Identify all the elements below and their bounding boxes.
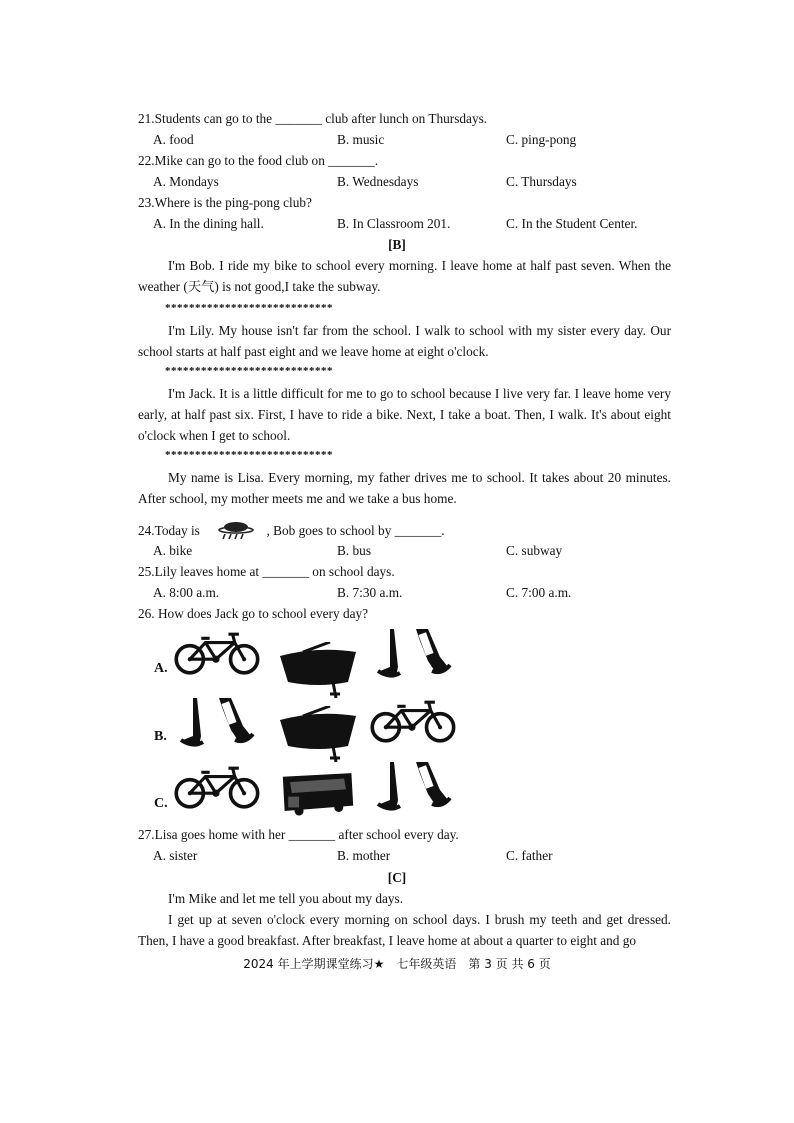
q21-option-c: C. ping-pong — [506, 132, 577, 147]
q22-option-c: C. Thursdays — [506, 174, 577, 189]
q24-option-c: C. subway — [506, 543, 563, 558]
divider-stars: **************************** — [165, 302, 333, 314]
q23-option-c: C. In the Student Center. — [506, 216, 638, 231]
question-21: 21.Students can go to the _______ club after lunch on Thursdays. — [138, 111, 488, 126]
bike-icon — [174, 630, 262, 678]
page-footer: 2024 年上学期课堂练习★ 七年级英语 第 3 页 共 6 页 — [243, 957, 551, 971]
q23-option-b: B. In Classroom 201. — [337, 216, 451, 231]
divider-stars: **************************** — [165, 449, 333, 461]
passage-lily: I'm Lily. My house isn't far from the school. I walk to school with my sister every day. Our school starts at half past eight and we leave home at eight o'clock. — [138, 323, 671, 359]
q24-option-a: A. bike — [153, 543, 193, 558]
section-c-heading: [C] — [387, 870, 407, 885]
divider-stars: **************************** — [165, 365, 333, 377]
boat-icon — [277, 706, 359, 764]
passage-mike-body: I get up at seven o'clock every morning on school days. I brush my teeth and get dressed. Then, I have a good breakfast. After breakfast, I leave home at about a quarter to eight and go — [138, 912, 671, 948]
q26-option-c-label: C. — [154, 796, 168, 811]
q23-option-a: A. In the dining hall. — [153, 216, 264, 231]
q24-stem-start: 24.Today is — [138, 523, 200, 538]
walking-feet-icon — [176, 696, 262, 752]
rain-cloud-icon — [217, 521, 255, 539]
walking-feet-icon — [373, 760, 459, 816]
q24-option-b: B. bus — [337, 543, 371, 558]
question-24 — [138, 521, 445, 539]
question-22: 22.Mike can go to the food club on _______. — [138, 153, 379, 168]
q27-option-c: C. father — [506, 848, 553, 863]
q22-option-a: A. Mondays — [153, 174, 219, 189]
q27-option-b: B. mother — [337, 848, 391, 863]
passage-mike-intro: I'm Mike and let me tell you about my days. — [168, 891, 404, 906]
walking-feet-icon — [373, 627, 459, 683]
bike-icon — [370, 698, 458, 746]
section-b-heading: [B] — [388, 237, 406, 252]
q21-option-b: B. music — [337, 132, 385, 147]
question-27: 27.Lisa goes home with her _______ after school every day. — [138, 827, 459, 842]
question-23: 23.Where is the ping-pong club? — [138, 195, 312, 210]
passage-bob: I'm Bob. I ride my bike to school every morning. I leave home at half past seven. When the weather (天气) is not good,I take the subway. — [138, 258, 671, 294]
question-26: 26. How does Jack go to school every day? — [138, 606, 369, 621]
boat-icon — [277, 642, 359, 700]
q25-option-c: C. 7:00 a.m. — [506, 585, 572, 600]
q22-option-b: B. Wednesdays — [337, 174, 419, 189]
q26-option-b-label: B. — [154, 729, 167, 744]
q26-option-a-label: A. — [154, 661, 168, 676]
q24-stem-end: , Bob goes to school by _______. — [266, 523, 445, 538]
bike-icon — [174, 764, 262, 812]
passage-jack: I'm Jack. It is a little difficult for me to go to school because I live very far. I leave home very early, at half past six. First, I have to ride a bike. Next, I take a boat. Then, I walk. It's about eight o'clock when I get to school. — [138, 386, 671, 443]
bus-icon — [281, 770, 355, 816]
q25-option-a: A. 8:00 a.m. — [153, 585, 220, 600]
question-25: 25.Lily leaves home at _______ on school days. — [138, 564, 395, 579]
q27-option-a: A. sister — [153, 848, 198, 863]
q25-option-b: B. 7:30 a.m. — [337, 585, 403, 600]
q21-option-a: A. food — [153, 132, 194, 147]
passage-lisa: My name is Lisa. Every morning, my father drives me to school. It takes about 20 minutes. After school, my mother meets me and we take a bus home. — [138, 470, 671, 506]
